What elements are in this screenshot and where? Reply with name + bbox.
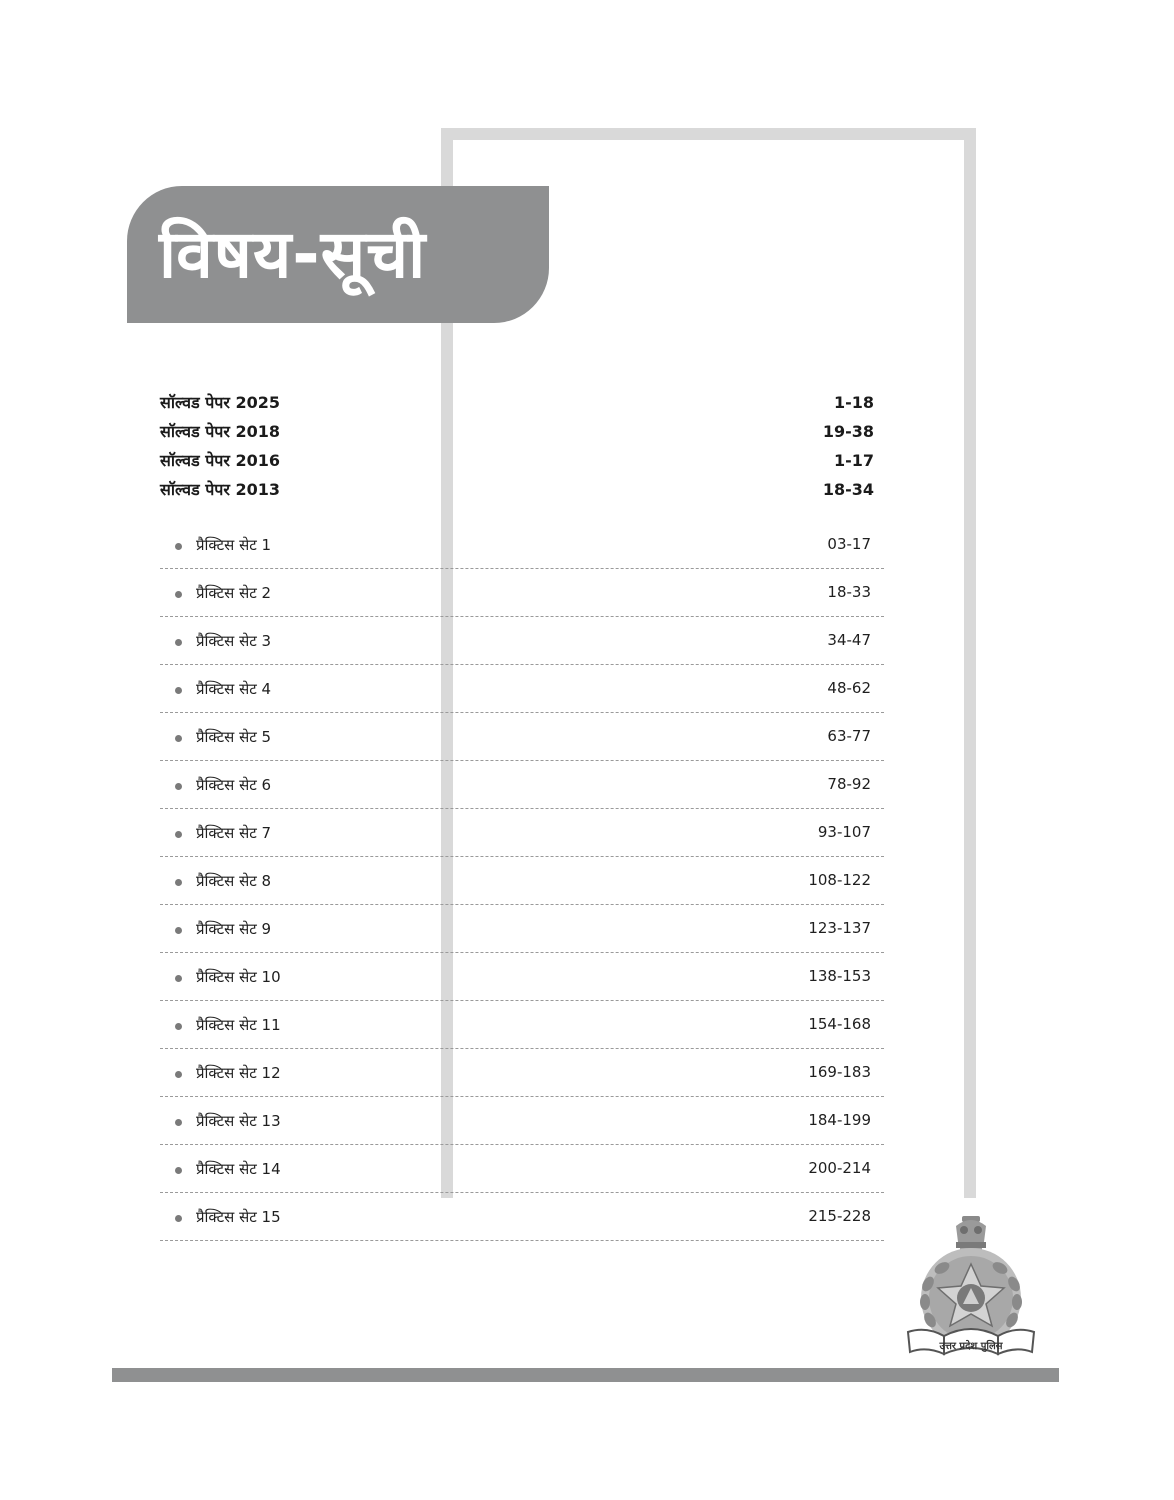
practice-set-pages: 215-228 xyxy=(808,1207,871,1225)
bullet-icon xyxy=(175,831,182,838)
bullet-icon xyxy=(175,639,182,646)
practice-set-row[interactable] xyxy=(160,570,884,617)
solved-paper-row[interactable] xyxy=(160,417,874,446)
bullet-icon xyxy=(175,591,182,598)
solved-paper-row[interactable] xyxy=(160,446,874,475)
emblem-ribbon-text: उत्तर प्रदेश पुलिस xyxy=(939,1341,1003,1352)
practice-set-label: प्रैक्टिस सेट 4 xyxy=(196,680,272,698)
practice-set-pages: 18-33 xyxy=(827,583,871,601)
solved-paper-row[interactable] xyxy=(160,475,874,504)
practice-set-row[interactable] xyxy=(160,618,884,665)
practice-set-row[interactable] xyxy=(160,666,884,713)
practice-set-row[interactable] xyxy=(160,1098,884,1145)
practice-set-pages: 93-107 xyxy=(817,823,871,841)
practice-set-label: प्रैक्टिस सेट 8 xyxy=(196,872,272,890)
practice-set-label: प्रैक्टिस सेट 1 xyxy=(196,536,272,554)
bullet-icon xyxy=(175,1023,182,1030)
practice-set-pages: 34-47 xyxy=(827,631,871,649)
practice-set-pages: 78-92 xyxy=(827,775,871,793)
practice-set-label: प्रैक्टिस सेट 13 xyxy=(196,1112,281,1130)
practice-set-row[interactable] xyxy=(160,714,884,761)
practice-set-row[interactable] xyxy=(160,1050,884,1097)
practice-set-row[interactable] xyxy=(160,762,884,809)
practice-set-label: प्रैक्टिस सेट 7 xyxy=(196,824,272,842)
practice-set-pages: 03-17 xyxy=(827,535,871,553)
practice-set-label: प्रैक्टिस सेट 15 xyxy=(196,1208,281,1226)
practice-set-row[interactable] xyxy=(160,522,884,569)
practice-set-pages: 48-62 xyxy=(827,679,871,697)
practice-set-row[interactable] xyxy=(160,1146,884,1193)
page-title: विषय-सूची xyxy=(159,215,427,293)
bullet-icon xyxy=(175,687,182,694)
practice-set-label: प्रैक्टिस सेट 3 xyxy=(196,632,272,650)
bullet-icon xyxy=(175,735,182,742)
bullet-icon xyxy=(175,1215,182,1222)
practice-set-pages: 169-183 xyxy=(808,1063,871,1081)
practice-set-label: प्रैक्टिस सेट 10 xyxy=(196,968,281,986)
bullet-icon xyxy=(175,1071,182,1078)
practice-set-row[interactable] xyxy=(160,906,884,953)
practice-set-label: प्रैक्टिस सेट 5 xyxy=(196,728,272,746)
practice-set-pages: 108-122 xyxy=(808,871,871,889)
practice-set-pages: 123-137 xyxy=(808,919,871,937)
solved-paper-label: सॉल्वड पेपर 2025 xyxy=(160,393,281,412)
practice-set-label: प्रैक्टिस सेट 6 xyxy=(196,776,272,794)
solved-paper-pages: 1-17 xyxy=(833,451,874,470)
bottom-bar xyxy=(112,1368,1059,1382)
practice-set-pages: 63-77 xyxy=(827,727,871,745)
practice-set-row[interactable] xyxy=(160,858,884,905)
practice-set-row[interactable] xyxy=(160,1002,884,1049)
bullet-icon xyxy=(175,879,182,886)
practice-set-pages: 154-168 xyxy=(808,1015,871,1033)
practice-set-label: प्रैक्टिस सेट 11 xyxy=(196,1016,281,1034)
solved-paper-label: सॉल्वड पेपर 2018 xyxy=(160,422,281,441)
practice-set-pages: 200-214 xyxy=(808,1159,871,1177)
practice-set-pages: 138-153 xyxy=(808,967,871,985)
practice-set-label: प्रैक्टिस सेट 12 xyxy=(196,1064,281,1082)
title-tab xyxy=(127,186,549,323)
up-police-emblem-icon xyxy=(906,1214,1036,1362)
bullet-icon xyxy=(175,1119,182,1126)
practice-set-label: प्रैक्टिस सेट 14 xyxy=(196,1160,281,1178)
solved-paper-row[interactable] xyxy=(160,388,874,417)
practice-set-row[interactable] xyxy=(160,810,884,857)
practice-set-row[interactable] xyxy=(160,954,884,1001)
practice-set-label: प्रैक्टिस सेट 2 xyxy=(196,584,272,602)
solved-paper-label: सॉल्वड पेपर 2016 xyxy=(160,451,281,470)
solved-paper-pages: 19-38 xyxy=(822,422,874,441)
solved-paper-pages: 1-18 xyxy=(833,393,874,412)
practice-set-label: प्रैक्टिस सेट 9 xyxy=(196,920,272,938)
practice-sets-list xyxy=(160,522,884,1241)
solved-paper-label: सॉल्वड पेपर 2013 xyxy=(160,480,281,499)
bullet-icon xyxy=(175,927,182,934)
bullet-icon xyxy=(175,783,182,790)
bullet-icon xyxy=(175,543,182,550)
solved-papers-list xyxy=(160,388,874,504)
practice-set-pages: 184-199 xyxy=(808,1111,871,1129)
bullet-icon xyxy=(175,1167,182,1174)
practice-set-row[interactable] xyxy=(160,1194,884,1241)
bullet-icon xyxy=(175,975,182,982)
solved-paper-pages: 18-34 xyxy=(822,480,874,499)
